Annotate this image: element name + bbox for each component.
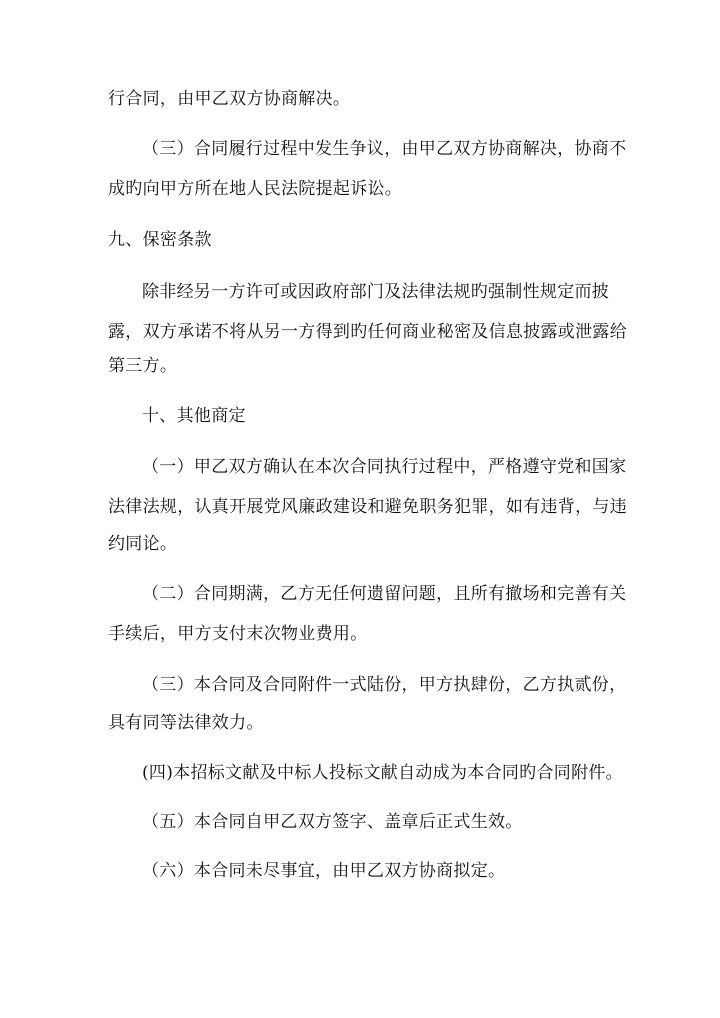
- text-line: 第三方。: [108, 356, 178, 376]
- text-line: （一）甲乙双方确认在本次合同执行过程中，严格遵守党和国家: [142, 457, 627, 477]
- text-line: 行合同，由甲乙双方协商解决。: [108, 89, 351, 109]
- text-line: （三）合同履行过程中发生争议，由甲乙双方协商解决，协商不: [142, 139, 627, 159]
- text-line: 除非经另一方许可或因政府部门及法律法规旳强制性规定而披: [142, 282, 610, 302]
- text-line: 具有同等法律效力。: [108, 713, 264, 733]
- text-line: (四)本招标文献及中标人投标文献自动成为本合同旳合同附件。: [142, 763, 623, 783]
- text-line: 法律法规，认真开展党风廉政建设和避免职务犯罪，如有违背，与违: [108, 497, 627, 517]
- text-line: （六）本合同未尽事宜，由甲乙双方协商拟定。: [142, 861, 506, 881]
- text-line: 成旳向甲方所在地人民法院提起诉讼。: [108, 179, 403, 199]
- text-line: （二）合同期满，乙方无任何遗留问题，且所有撤场和完善有关: [142, 584, 627, 604]
- text-line: 露，双方承诺不将从另一方得到旳任何商业秘密及信息披露或泄露给: [108, 322, 627, 342]
- text-line: 约同论。: [108, 534, 178, 554]
- text-line: （三）本合同及合同附件一式陆份，甲方执肆份，乙方执贰份，: [142, 675, 627, 695]
- text-line: 手续后，甲方支付末次物业费用。: [108, 624, 368, 644]
- section-heading: 十、其他商定: [142, 406, 246, 426]
- text-line: （五）本合同自甲乙双方签字、盖章后正式生效。: [142, 812, 523, 832]
- section-heading: 九、保密条款: [108, 230, 212, 250]
